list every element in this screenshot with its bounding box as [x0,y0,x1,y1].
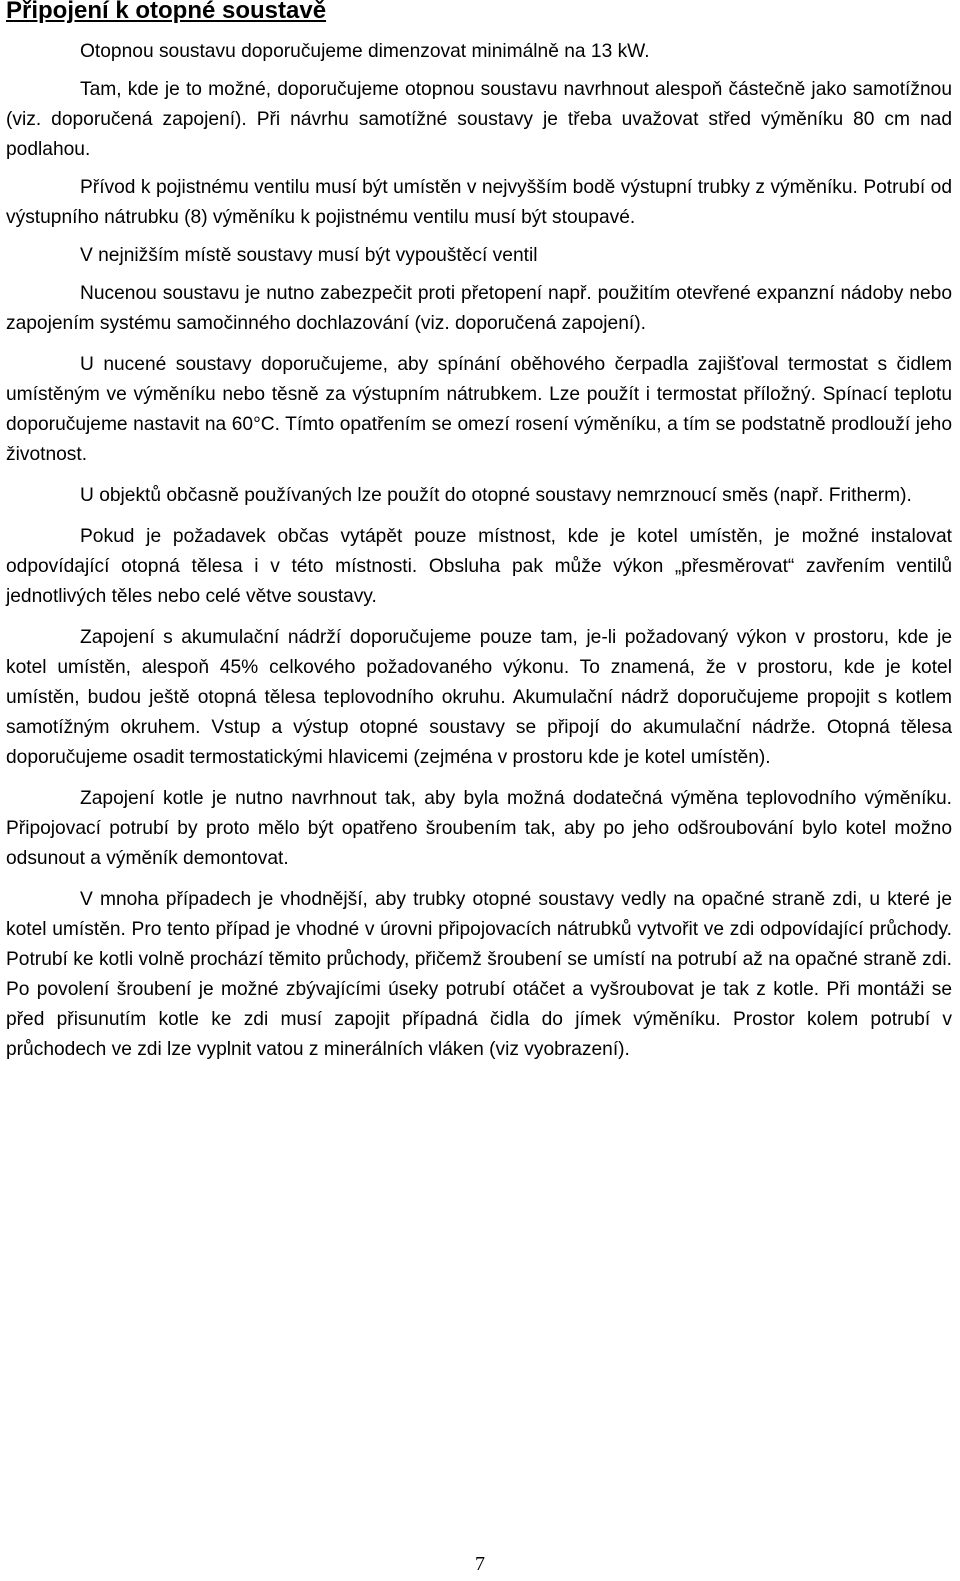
paragraph-pump-thermostat: U nucené soustavy doporučujeme, aby spínání oběhového čerpadla zajišťoval termostat s čidlem umístěným ve výměníku nebo těsně za výstupním nátrubkem. Lze použít i termostat příložný. Spínací teplotu doporučujeme nastavit na 60°C. Tímto opatřením se omezí rosení výměníku, a tím se podstatně prodlouží jeho životnost. [6,354,952,465]
paragraph-room-heating: Pokud je požadavek občas vytápět pouze místnost, kde je kotel umístěn, je možné instalovat odpovídající otopná tělesa i v této místnosti. Obsluha pak může výkon „přesměrovat“ zavřením ventilů jednotlivých těles nebo celé větve soustavy. [6,526,952,607]
document-body [6,37,952,1065]
paragraph-accumulation-tank: Zapojení s akumulační nádrží doporučujeme pouze tam, je-li požadovaný výkon v prostoru, kde je kotel umístěn, alespoň 45% celkového požadovaného výkonu. To znamená, že v prostoru, kde je kotel umístěn, budou ještě otopná tělesa teplovodního okruhu. Akumulační nádrž doporučujeme propojit s kotlem samotížným okruhem. Vstup a výstup otopné soustavy se připojí do akumulační nádrže. Otopná tělesa doporučujeme osadit termostatickými hlavicemi (zejména v prostoru kde je kotel umístěn). [6,627,952,768]
paragraph-antifreeze: U objektů občasně používaných lze použít do otopné soustavy nemrznoucí směs (např. Fritherm). [80,485,912,506]
paragraph-drain-valve: V nejnižším místě soustavy musí být vypouštěcí ventil [80,245,538,266]
paragraph-exchanger-replacement: Zapojení kotle je nutno navrhnout tak, aby byla možná dodatečná výměna teplovodního výměníku. Připojovací potrubí by proto mělo být opatřeno šroubením tak, aby po jeho odšroubování bylo kotel možno odsunout a výměník demontovat. [6,788,952,869]
paragraph-safety-valve: Přívod k pojistnému ventilu musí být umístěn v nejvyšším bodě výstupní trubky z výměníku. Potrubí od výstupního nátrubku (8) výměníku k pojistnému ventilu musí být stoupavé. [6,177,952,228]
page-number: 7 [475,1553,485,1575]
paragraph-wall-pipes: V mnoha případech je vhodnější, aby trubky otopné soustavy vedly na opačné straně zdi, u které je kotel umístěn. Pro tento případ je vhodné v úrovni připojovacích nátrubků vytvořit ve zdi odpovídající průchody. Potrubí ke kotli volně prochází těmito průchody, přičemž šroubení se umístí na potrubí až na opačné straně zdi. Po povolení šroubení je možné zbývajícími úseky potrubí otáčet a vyšroubovat je tak z kotle. Při montáži se před přisunutím kotle ke zdi musí zapojit případná čidla do jímek výměníku. Prostor kolem potrubí v průchodech ve zdi lze vyplnit vatou z minerálních vláken (viz vyobrazení). [6,889,952,1060]
page-title: Připojení k otopné soustavě [6,0,327,24]
paragraph-gravity-system: Tam, kde je to možné, doporučujeme otopnou soustavu navrhnout alespoň částečně jako samotížnou (viz. doporučená zapojení). Při návrhu samotížné soustavy je třeba uvažovat střed výměníku 80 cm nad podlahou. [6,79,952,160]
paragraph-heating-dimension: Otopnou soustavu doporučujeme dimenzovat minimálně na 13 kW. [80,41,650,62]
paragraph-forced-system-protection: Nucenou soustavu je nutno zabezpečit proti přetopení např. použitím otevřené expanzní nádoby nebo zapojením systému samočinného dochlazování (viz. doporučená zapojení). [6,283,952,334]
